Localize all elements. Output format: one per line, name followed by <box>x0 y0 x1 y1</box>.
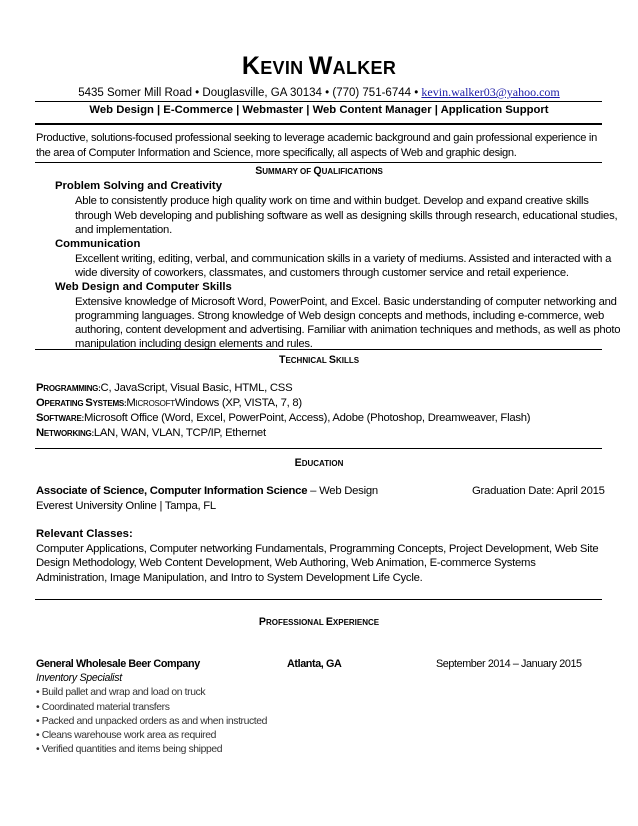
objective-line: Productive, solutions-focused professional seeking to leverage academic background and gain professional experience in <box>36 132 597 144</box>
qualification-title: Problem Solving and Creativity <box>55 180 222 192</box>
target-roles: Web Design | E-Commerce | Webmaster | Web Content Manager | Application Support <box>89 104 549 116</box>
qualification-title: Communication <box>55 238 141 250</box>
section-heading-summary: SUMMARY OF QUALIFICATIONS <box>255 165 383 177</box>
qualification-line: Extensive knowledge of Microsoft Word, PowerPoint, and Excel. Basic understanding of computer networking and <box>75 296 617 308</box>
divider <box>35 101 602 102</box>
qualification-line: Able to consistently produce high quality work on time and within budget. Develop and expand creative skills <box>75 195 589 207</box>
applicant-name: KEVIN WALKER <box>241 52 397 80</box>
school: Everest University Online | Tampa, FL <box>36 500 216 512</box>
skill-row-os: OPERATING SYSTEMS:MICROSOFTWindows (XP, VISTA, 7, 8) <box>36 397 302 409</box>
degree: Associate of Science, Computer Information Science – Web Design <box>36 485 378 497</box>
job-role: Inventory Specialist <box>36 672 122 684</box>
skill-row-networking: NETWORKING:LAN, WAN, VLAN, TCP/IP, Ethernet <box>36 427 266 439</box>
classes-line: Design Methodology, Web Content Development, Web Authoring, Web Animation, E-commerce Systems <box>36 557 536 569</box>
employer: General Wholesale Beer Company <box>36 658 200 670</box>
divider <box>35 123 602 125</box>
classes-line: Computer Applications, Computer networking Fundamentals, Programming Concepts, Project Development, Web Site <box>36 543 599 555</box>
graduation-date: Graduation Date: April 2015 <box>472 485 605 497</box>
job-duty: • Packed and unpacked orders as and when instructed <box>36 716 268 727</box>
job-duty: • Verified quantities and items being shipped <box>36 744 223 755</box>
objective-line: the area of Computer Information and Science, more specifically, all aspects of Web and graphic design. <box>36 147 517 159</box>
classes-line: Administration, Image Manipulation, and Intro to System Development Life Cycle. <box>36 572 423 584</box>
divider <box>35 162 602 163</box>
qualification-line: wide diversity of coworkers, classmates, and customers through customer service and retail experience. <box>75 267 569 279</box>
classes-title: Relevant Classes: <box>36 528 133 540</box>
job-duty: • Cleans warehouse work area as required <box>36 730 216 741</box>
qualification-line: and implementation. <box>75 224 172 236</box>
contact-line: 5435 Somer Mill Road • Douglasville, GA 30134 • (770) 751-6744 • kevin.walker03@yahoo.com <box>78 85 560 99</box>
qualification-line: through Web developing and publishing software as well as designing skills through research, educational studies, <box>75 210 618 222</box>
qualification-line: manipulation including design elements and rules. <box>75 338 313 350</box>
qualification-title: Web Design and Computer Skills <box>55 281 232 293</box>
job-location: Atlanta, GA <box>287 658 342 670</box>
section-heading-education: EDUCATION <box>294 457 344 469</box>
qualification-line: programming languages. Strong knowledge of Web design concepts and methods, including e-commerce, web <box>75 310 605 322</box>
skill-row-programming: PROGRAMMING:C, JavaScript, Visual Basic, HTML, CSS <box>36 382 293 394</box>
qualification-line: Excellent writing, editing, verbal, and communication skills in a variety of mediums. Assisted and interacted with a <box>75 253 612 265</box>
divider <box>35 448 602 449</box>
job-duty: • Build pallet and wrap and load on truck <box>36 687 206 698</box>
skill-row-software: SOFTWARE:Microsoft Office (Word, Excel, PowerPoint, Access), Adobe (Photoshop, Dreamweaver, Flash) <box>36 412 531 424</box>
section-heading-technical: TECHNICAL SKILLS <box>278 354 360 366</box>
divider <box>35 599 602 600</box>
email-link[interactable]: kevin.walker03@yahoo.com <box>421 85 560 99</box>
divider <box>35 349 602 350</box>
qualification-line: authoring, content development and advertising. Familiar with animation techniques and methods, as well as photo <box>75 324 621 336</box>
job-duty: • Coordinated material transfers <box>36 702 170 713</box>
section-heading-experience: PROFESSIONAL EXPERIENCE <box>258 616 380 628</box>
job-dates: September 2014 – January 2015 <box>436 658 582 670</box>
